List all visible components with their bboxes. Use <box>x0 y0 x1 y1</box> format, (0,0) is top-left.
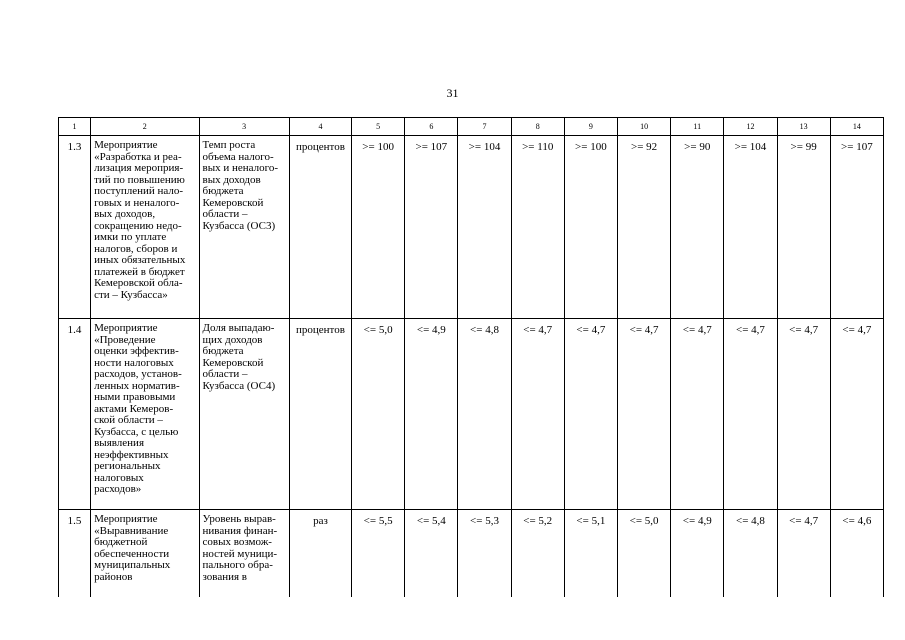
cell-text-line: поступлений нало- <box>94 185 184 197</box>
cell-text-line: сти – Кузбасса» <box>94 288 168 301</box>
cell-text-line: объема налого- <box>202 150 274 163</box>
value-cell: <= 4,7 <box>777 319 830 510</box>
header-cell: 2 <box>91 118 199 136</box>
value-cell: <= 5,5 <box>352 510 405 598</box>
header-cell: 12 <box>724 118 777 136</box>
header-cell: 6 <box>405 118 458 136</box>
cell-text-line: Кузбасса (ОС3) <box>202 219 276 232</box>
cell-text-line: «Выравнивание <box>94 524 169 537</box>
cell-text-line: районов <box>94 570 133 583</box>
cell-text-line: региональных <box>94 460 161 472</box>
value-cell: >= 107 <box>405 136 458 319</box>
cell-text-line: «Проведение <box>94 333 156 346</box>
header-cell: 10 <box>617 118 670 136</box>
cell-text-line: зования в <box>202 570 247 583</box>
indicator-cell <box>199 319 289 510</box>
cell-text-line: Мероприятие <box>94 139 158 151</box>
cell-text-line: Кузбасса, с целью <box>94 425 179 438</box>
cell-text-line: пального обра- <box>202 559 273 571</box>
cell-text-line: вых доходов, <box>94 208 156 220</box>
cell-text-line: платежей в бюджет <box>94 265 185 278</box>
value-cell: <= 5,2 <box>511 510 564 598</box>
value-cell: <= 4,7 <box>724 319 777 510</box>
value-cell: >= 107 <box>830 136 883 319</box>
cell-text-line: тий по повышению <box>94 173 185 186</box>
value-cell: >= 104 <box>458 136 511 319</box>
value-cell: <= 5,3 <box>458 510 511 598</box>
header-cell: 7 <box>458 118 511 136</box>
cell-text-line: ности налоговых <box>94 356 174 369</box>
header-cell: 4 <box>289 118 351 136</box>
cell-text-line: Кемеровской <box>202 196 264 209</box>
cell-text-line: лизация мероприя- <box>94 162 184 174</box>
cell-text-line: ными правовыми <box>94 391 176 403</box>
cell-text-line: бюджета <box>202 345 244 357</box>
indicator-cell <box>199 136 289 319</box>
indicators-table <box>58 117 884 597</box>
header-cell: 5 <box>352 118 405 136</box>
value-cell: <= 4,9 <box>671 510 724 598</box>
value-cell: <= 4,7 <box>564 319 617 510</box>
row-number: 1.5 <box>59 510 91 598</box>
header-cell: 8 <box>511 118 564 136</box>
cell-text-line: совых возмож- <box>202 536 272 548</box>
cell-text-line: расходов, установ- <box>94 368 182 380</box>
value-cell: >= 110 <box>511 136 564 319</box>
value-cell: <= 4,7 <box>830 319 883 510</box>
cell-text-line: щих доходов <box>202 333 263 346</box>
row-number: 1.4 <box>59 319 91 510</box>
value-cell: <= 4,8 <box>458 319 511 510</box>
cell-text-line: Кузбасса (ОС4) <box>202 379 276 392</box>
value-cell: >= 99 <box>777 136 830 319</box>
header-row <box>59 118 884 136</box>
cell-text-line: говых и неналого- <box>94 196 180 209</box>
cell-text-line: оценки эффектив- <box>94 345 179 357</box>
value-cell: <= 4,8 <box>724 510 777 598</box>
header-cell: 9 <box>564 118 617 136</box>
table-row <box>59 136 884 319</box>
value-cell: >= 92 <box>617 136 670 319</box>
cell-text-line: Уровень вырав- <box>202 513 276 525</box>
unit-cell: процентов <box>289 319 351 510</box>
indicator-cell <box>199 510 289 598</box>
header-cell: 13 <box>777 118 830 136</box>
cell-text-line: Кемеровской обла- <box>94 277 183 289</box>
unit-cell: процентов <box>289 136 351 319</box>
cell-text-line: бюджета <box>202 185 244 197</box>
event-cell <box>91 510 199 598</box>
page-number: 31 <box>446 86 459 100</box>
cell-text-line: области – <box>202 208 248 220</box>
header-cell: 14 <box>830 118 883 136</box>
event-cell <box>91 136 199 319</box>
cell-text-line: налогов, сборов и <box>94 242 178 255</box>
cell-text-line: иных обязательных <box>94 254 186 266</box>
value-cell: <= 4,7 <box>671 319 724 510</box>
event-cell <box>91 319 199 510</box>
cell-text-line: выявления <box>94 437 145 449</box>
value-cell: <= 4,7 <box>777 510 830 598</box>
table-row <box>59 510 884 598</box>
value-cell: <= 4,7 <box>617 319 670 510</box>
value-cell: <= 5,1 <box>564 510 617 598</box>
cell-text-line: ленных норматив- <box>94 379 180 392</box>
cell-text-line: имки по уплате <box>94 231 167 243</box>
cell-text-line: Мероприятие <box>94 513 158 525</box>
cell-text-line: области – <box>202 368 248 380</box>
cell-text-line: вых и неналого- <box>202 162 278 174</box>
cell-text-line: Доля выпадаю- <box>202 322 275 334</box>
value-cell: >= 104 <box>724 136 777 319</box>
cell-text-line: Кемеровской <box>202 356 264 369</box>
cell-text-line: расходов» <box>94 483 142 495</box>
cell-text-line: вых доходов <box>202 173 261 186</box>
cell-text-line: сокращению недо- <box>94 219 182 232</box>
cell-text-line: «Разработка и реа- <box>94 150 182 163</box>
unit-cell: раз <box>289 510 351 598</box>
value-cell: <= 4,7 <box>511 319 564 510</box>
cell-text-line: нивания финан- <box>202 524 278 537</box>
cell-text-line: неэффективных <box>94 448 169 461</box>
cell-text-line: актами Кемеров- <box>94 402 174 415</box>
value-cell: <= 4,9 <box>405 319 458 510</box>
cell-text-line: муниципальных <box>94 559 171 571</box>
cell-text-line: ностей муници- <box>202 547 278 560</box>
cell-text-line: ской области – <box>94 414 163 426</box>
cell-text-line: обеспеченности <box>94 547 170 560</box>
value-cell: >= 100 <box>352 136 405 319</box>
header-cell: 11 <box>671 118 724 136</box>
value-cell: <= 4,6 <box>830 510 883 598</box>
header-cell: 1 <box>59 118 91 136</box>
cell-text-line: налоговых <box>94 471 144 484</box>
cell-text-line: Темп роста <box>202 139 256 151</box>
value-cell: <= 5,0 <box>352 319 405 510</box>
row-number: 1.3 <box>59 136 91 319</box>
value-cell: <= 5,4 <box>405 510 458 598</box>
table-row <box>59 319 884 510</box>
value-cell: <= 5,0 <box>617 510 670 598</box>
value-cell: >= 100 <box>564 136 617 319</box>
cell-text-line: Мероприятие <box>94 322 158 334</box>
value-cell: >= 90 <box>671 136 724 319</box>
header-cell: 3 <box>199 118 289 136</box>
cell-text-line: бюджетной <box>94 536 148 548</box>
